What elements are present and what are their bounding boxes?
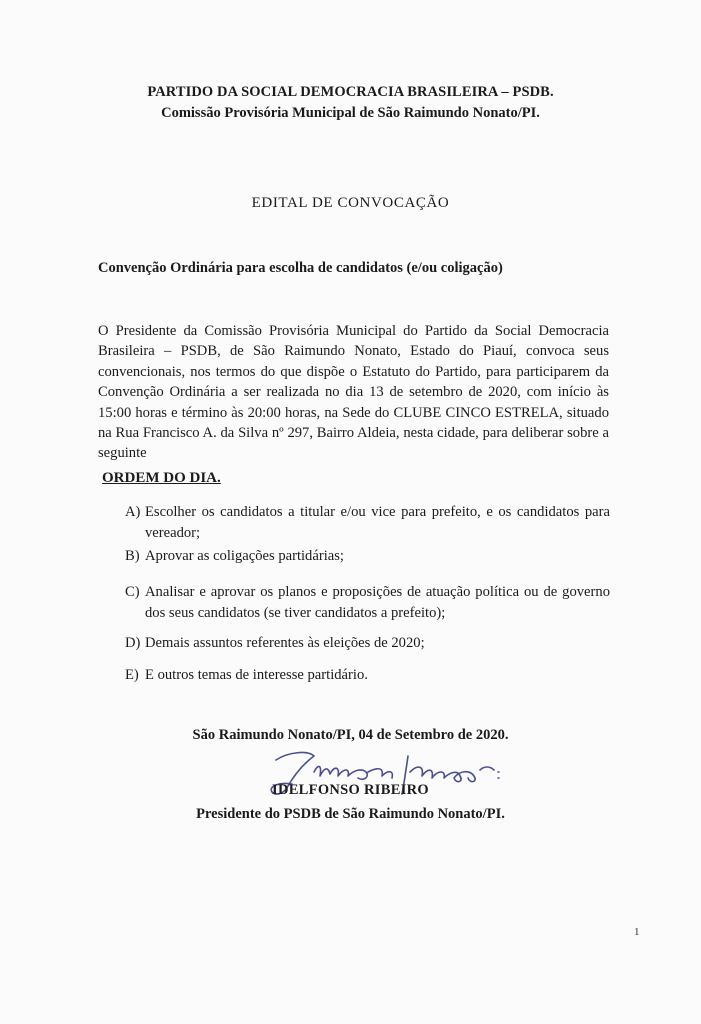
- convocation-paragraph: O Presidente da Comissão Provisória Municipal do Partido da Social Democracia Brasileira – PSDB, de São Raimundo Nonato, Estado do Piauí, convoca seus convencionais, nos termos do que dispõe o Estatuto do Partido, para participarem da Convenção Ordinária a ser realizada no dia 13 de setembro de 2020, com início às 15:00 horas e término às 20:00 horas, na Sede do CLUBE CINCO ESTRELA, situado na Rua Francisco A. da Silva nº 297, Bairro Aldeia, nesta cidade, para deliberar sobre a seguinte: [98, 323, 609, 462]
- agenda-item-text: Aprovar as coligações partidárias;: [145, 548, 344, 564]
- document-title: EDITAL DE CONVOCAÇÃO: [251, 195, 450, 211]
- agenda-title: ORDEM DO DIA.: [102, 470, 221, 486]
- agenda-item-e: [125, 665, 610, 686]
- party-header: PARTIDO DA SOCIAL DEMOCRACIA BRASILEIRA – PSDB.: [147, 84, 554, 100]
- agenda-item-d: [125, 633, 610, 654]
- agenda-item-text: Analisar e aprovar os planos e proposições de atuação política ou de governo dos seus candidatos (se tiver candidatos a prefeito);: [145, 584, 610, 621]
- agenda-item-label: A): [125, 504, 141, 520]
- signer-role: Presidente do PSDB de São Raimundo Nonato/PI.: [196, 806, 505, 822]
- page-number: 1: [634, 926, 640, 938]
- place-and-date: São Raimundo Nonato/PI, 04 de Setembro de 2020.: [192, 727, 509, 743]
- agenda-item-a: [125, 502, 610, 543]
- signer-name: IDELFONSO RIBEIRO: [272, 782, 429, 798]
- document-subtitle: Convenção Ordinária para escolha de candidatos (e/ou coligação): [98, 260, 503, 276]
- agenda-item-label: C): [125, 584, 140, 600]
- agenda-item-text: E outros temas de interesse partidário.: [145, 667, 368, 683]
- agenda-item-text: Demais assuntos referentes às eleições de 2020;: [145, 635, 425, 651]
- agenda-item-b: [125, 546, 610, 567]
- agenda-item-label: E): [125, 667, 139, 683]
- agenda-item-label: B): [125, 548, 140, 564]
- agenda-item-text: Escolher os candidatos a titular e/ou vice para prefeito, e os candidatos para vereador;: [145, 504, 610, 541]
- commission-header: Comissão Provisória Municipal de São Raimundo Nonato/PI.: [161, 105, 540, 121]
- agenda-item-c: [125, 582, 610, 623]
- agenda-item-label: D): [125, 635, 141, 651]
